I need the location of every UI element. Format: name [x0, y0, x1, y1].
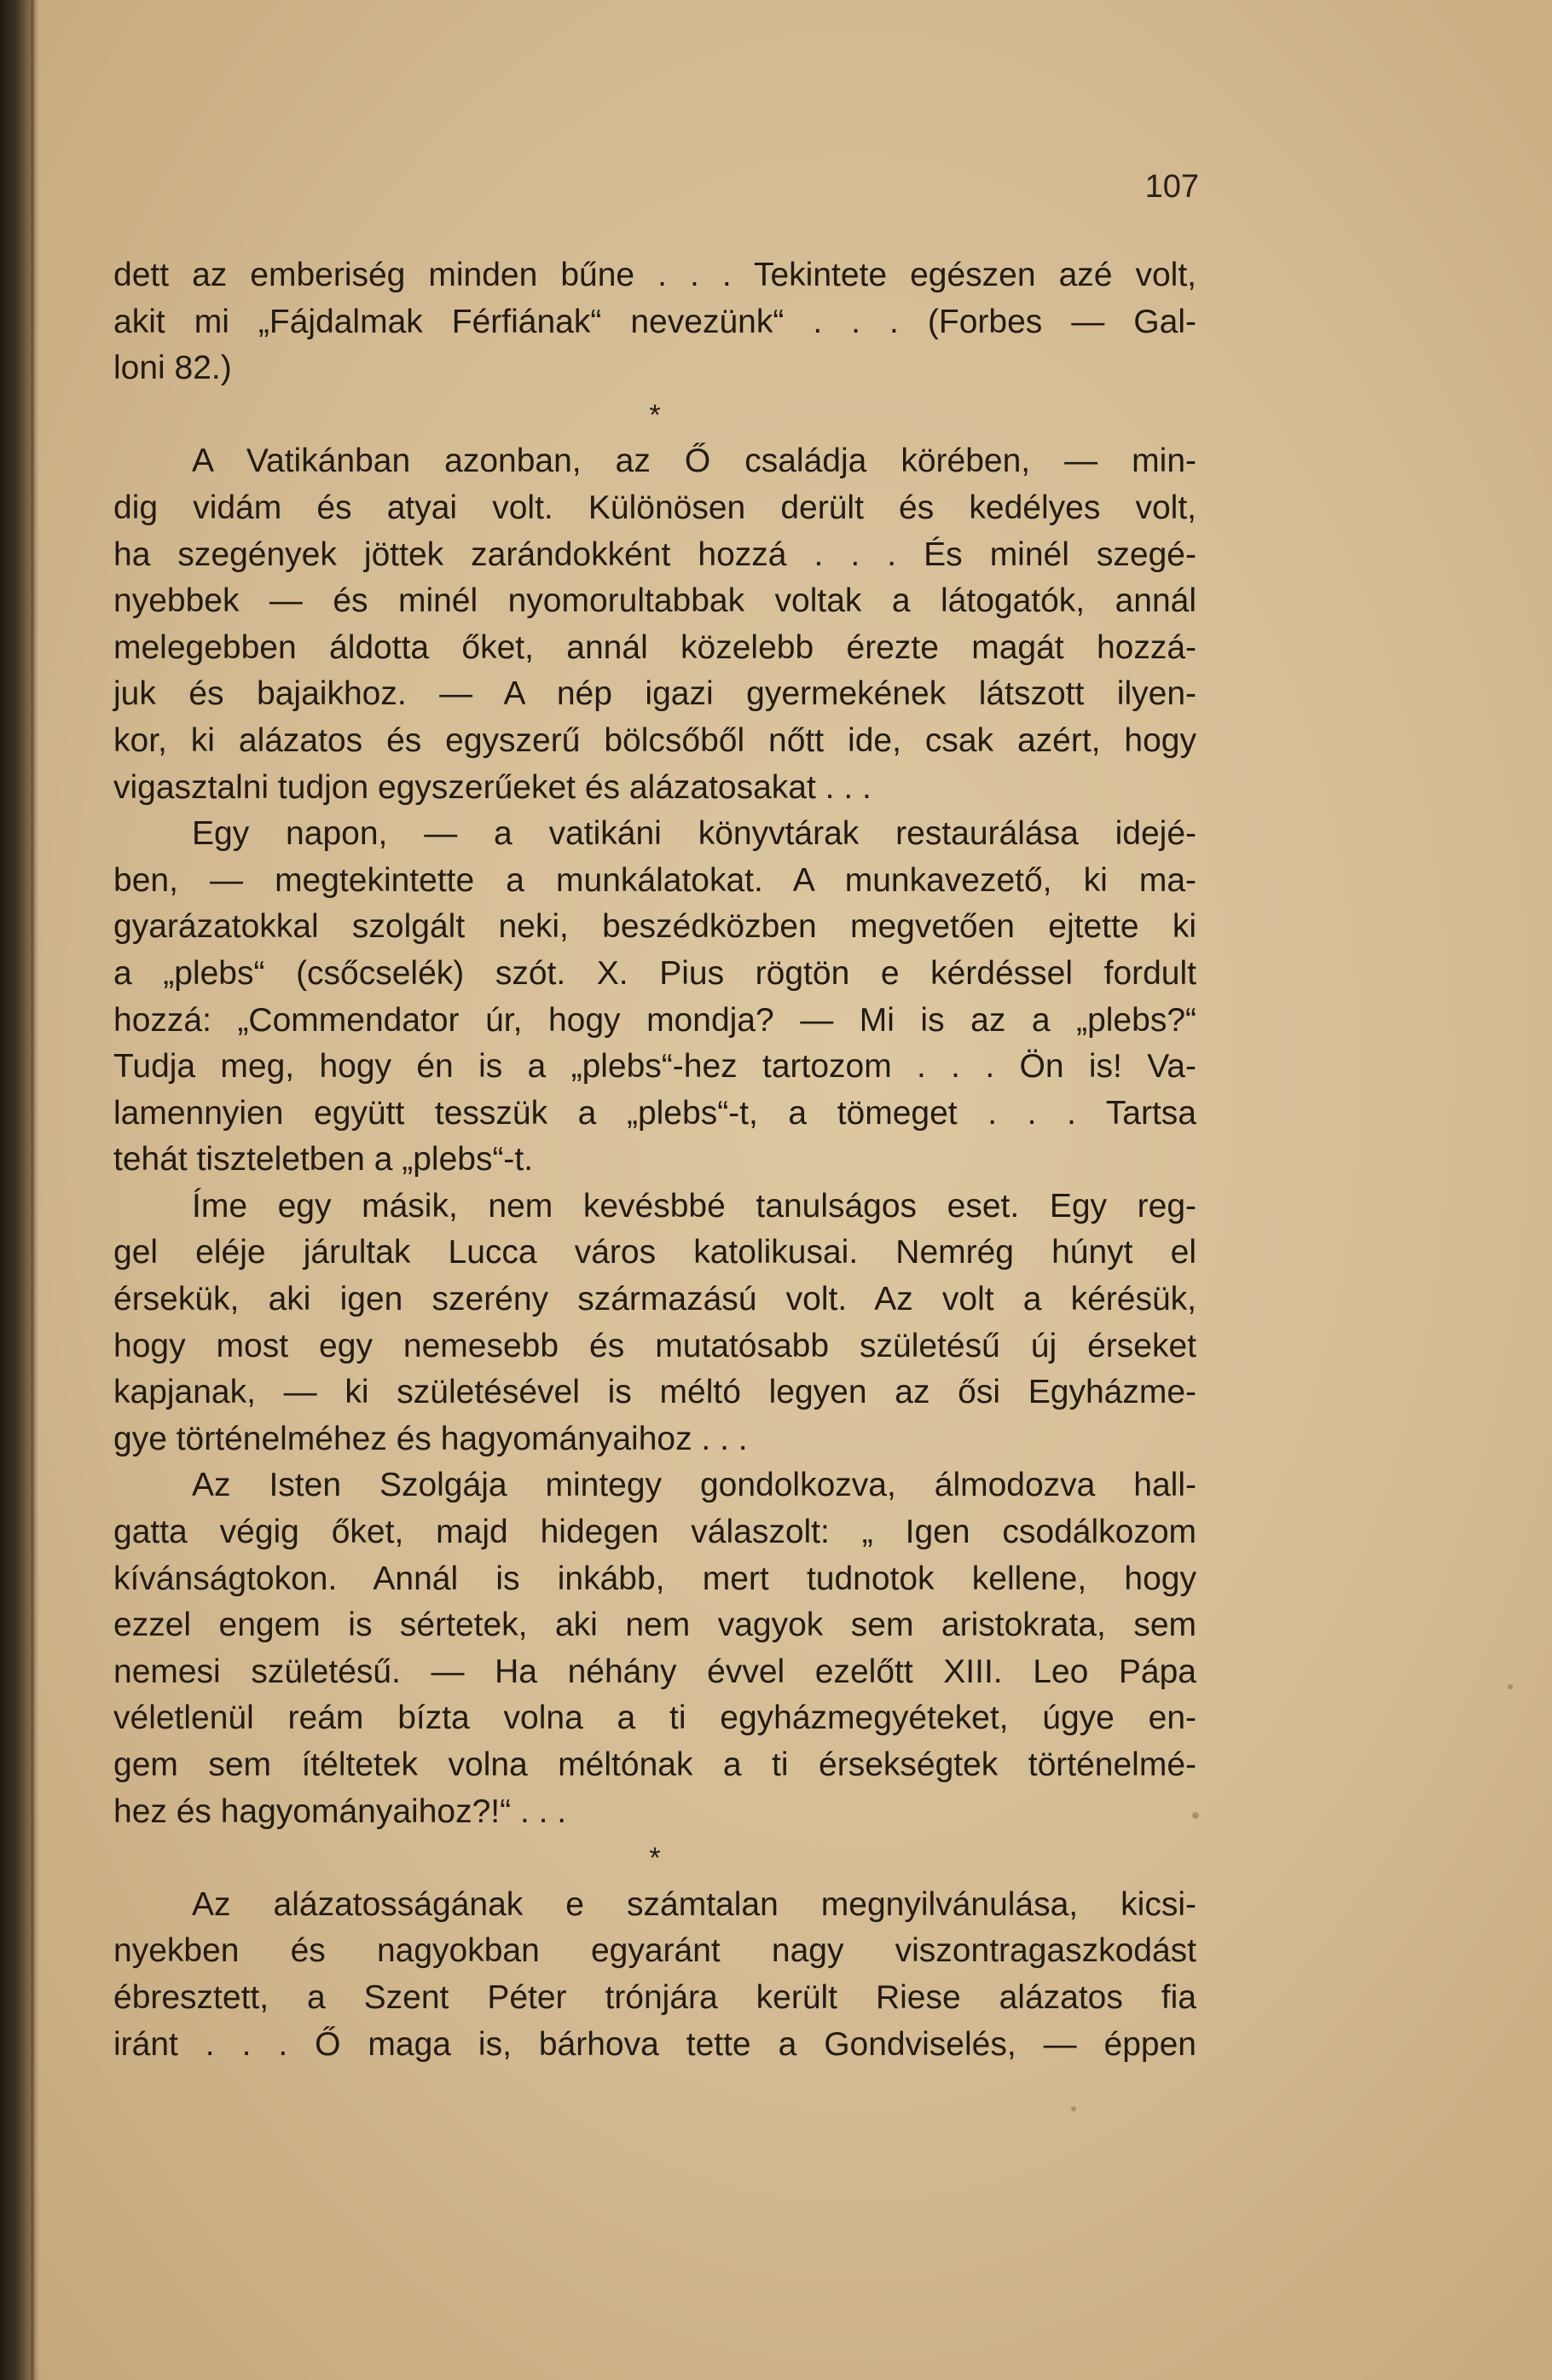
text-line: Az alázatosságának e számtalan megnyilvánulása, kicsi- — [192, 1885, 1196, 1923]
text-line: kapjanak, — ki születésével is méltó legyen az ősi Egyházme- — [113, 1374, 1196, 1411]
text-line: ezzel engem is sértetek, aki nem vagyok sem aristokrata, sem — [113, 1607, 1196, 1644]
paper-spot — [1071, 2106, 1076, 2111]
text-line: Az Isten Szolgája mintegy gondolkozva, álmodozva hall- — [192, 1467, 1196, 1504]
text-line: ben, — megtekintette a munkálatokat. A munkavezető, ki ma- — [113, 861, 1196, 899]
text-line: hozzá: „Commendator úr, hogy mondja? — Mi is az a „plebs?“ — [113, 1001, 1196, 1039]
text-line: tehát tiszteletben a „plebs“-t. — [113, 1141, 534, 1178]
paper-spot — [1508, 1684, 1513, 1689]
text-line: A Vatikánban azonban, az Ő családja körében, — min- — [192, 443, 1196, 480]
text-line: juk és bajaikhoz. — A nép igazi gyermekének látszott ilyen- — [113, 675, 1196, 713]
text-line: kívánságtokon. Annál is inkább, mert tudnotok kellene, hogy — [113, 1560, 1196, 1597]
text-line: ha szegények jöttek zarándokként hozzá . . . És minél szegé- — [113, 536, 1196, 573]
text-line: véletlenül reám bízta volna a ti egyházmegyéteket, úgye en- — [113, 1700, 1196, 1737]
text-line: érsekük, aki igen szerény származású volt. Az volt a kérésük, — [113, 1281, 1196, 1318]
text-line: vigasztalni tudjon egyszerűeket és alázatosakat . . . — [113, 768, 872, 806]
text-line: gyarázatokkal szolgált neki, beszédközben megvetően ejtette ki — [113, 908, 1196, 946]
text-line: hez és hagyományaihoz?!“ . . . — [113, 1792, 567, 1830]
text-line: dett az emberiség minden bűne . . . Tekintete egészen azé volt, — [113, 257, 1196, 293]
text-line: akit mi „Fájdalmak Férfiának“ nevezünk“ . . . (Forbes — Gal- — [113, 303, 1196, 340]
section-separator-star: * — [649, 398, 661, 431]
text-line: Íme egy másik, nem kevésbbé tanulságos eset. Egy reg- — [192, 1187, 1196, 1225]
text-line: Egy napon, — a vatikáni könyvtárak restaurálása idejé- — [192, 815, 1196, 853]
text-line: ébresztett, a Szent Péter trónjára került Riese alázatos fia — [113, 1978, 1196, 2016]
text-line: gem sem ítéltetek volna méltónak a ti érsekségtek történelmé- — [113, 1746, 1196, 1783]
text-line: gye történelméhez és hagyományaihoz . . . — [113, 1420, 748, 1457]
text-line: iránt . . . Ő maga is, bárhova tette a Gondviselés, — éppen — [113, 2025, 1196, 2063]
binding-edge — [31, 0, 34, 2380]
paper-spot — [1192, 1812, 1199, 1819]
text-line: melegebben áldotta őket, annál közelebb érezte magát hozzá- — [113, 628, 1196, 666]
text-line: a „plebs“ (csőcselék) szót. X. Pius rögtön e kérdéssel fordult — [113, 954, 1196, 992]
text-line: hogy most egy nemesebb és mutatósabb születésű új érseket — [113, 1327, 1196, 1364]
text-line: lamennyien együtt tesszük a „plebs“-t, a tömeget . . . Tartsa — [113, 1094, 1196, 1132]
text-line: gel eléje járultak Lucca város katolikusai. Nemrég húnyt el — [113, 1234, 1196, 1271]
text-line: dig vidám és atyai volt. Különösen derült és kedélyes volt, — [113, 489, 1196, 526]
text-line: kor, ki alázatos és egyszerű bölcsőből nőtt ide, csak azért, hogy — [113, 721, 1196, 759]
text-line: nyekben és nagyokban egyaránt nagy viszontragaszkodást — [113, 1932, 1196, 1970]
body-text — [113, 252, 1196, 2068]
page-number: 107 — [1144, 169, 1199, 205]
text-line: gatta végig őket, majd hidegen válaszolt: „ Igen csodálkozom — [113, 1514, 1196, 1551]
text-line: loni 82.) — [113, 350, 232, 387]
section-separator-star: * — [649, 1842, 661, 1875]
text-line: nyebbek — és minél nyomorultabbak voltak a látogatók, annál — [113, 582, 1196, 620]
text-line: nemesi születésű. — Ha néhány évvel ezelőtt XIII. Leo Pápa — [113, 1653, 1196, 1690]
text-line: Tudja meg, hogy én is a „plebs“-hez tartozom . . . Ön is! Va- — [113, 1048, 1196, 1086]
